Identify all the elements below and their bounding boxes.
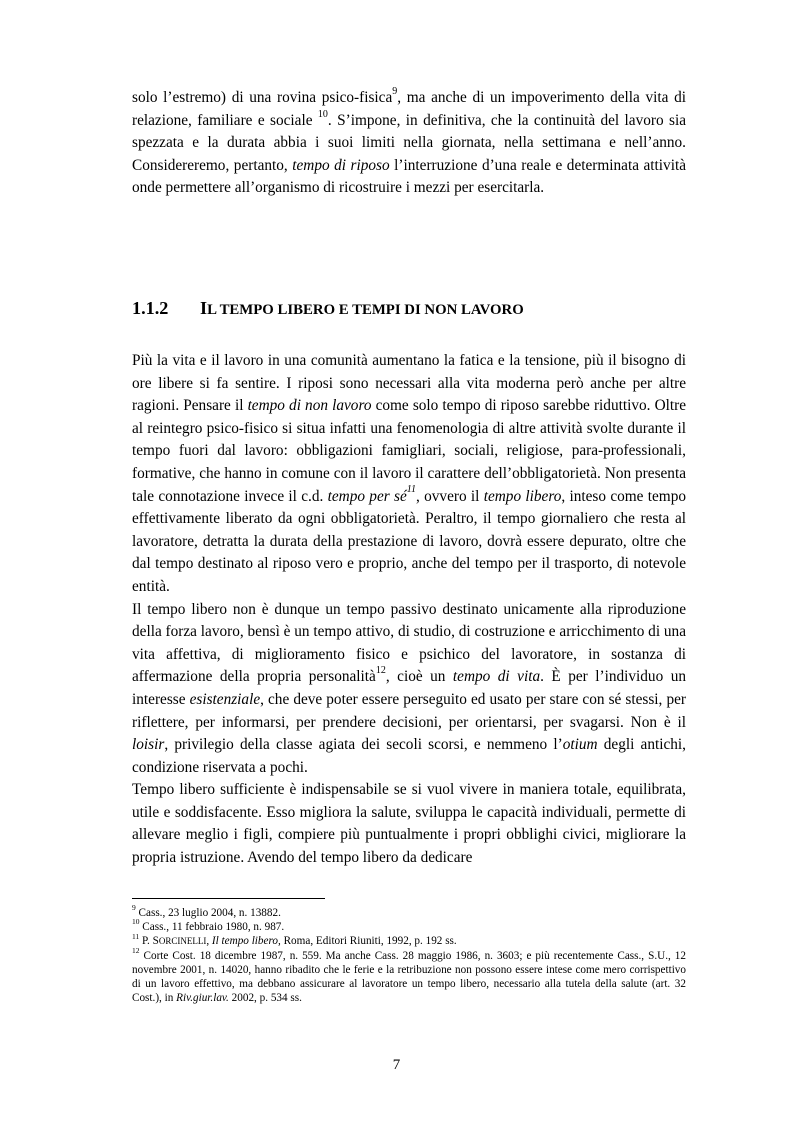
footnote-12: $^{12}$ Corte Cost. 18 dicembre 1987, n. 559. Ma anche Cass. 28 maggio 1986, n. 3603; e più recentemente Cass., S.U., 12 novembre 2001, n. 14020, hanno ribadito che le ferie e la retribuzione non possono essere intese come mero corrispettivo di un lavoro effettivo, ma debbano assicurare al lavoratore un tempo libero, necessario alla tutela della salute (art. 32 Cost.), in Riv.giur.lav. 2002, p. 534 ss. (132, 945, 686, 1005)
footnotes (132, 903, 686, 1005)
footnote-9: $^9$ Cass., 23 luglio 2004, n. 13882. (132, 903, 281, 919)
footnote-11: $^{11}$ P. SORCINELLI, Il tempo libero, Roma, Editori Riuniti, 1992, p. 192 ss. (132, 931, 457, 948)
intro-text: solo l’estremo) di una rovina psico-fisica$^9$, ma anche di un impoverimento della vita di relazione, familiare e sociale $^{10}$. S’impone, in definitiva, che la continuità del lavoro sia spezzata e la durata abbia i suoi limiti nella giornata, nella settimana e nell’anno. Considereremo, pertanto, tempo di riposo l’interruzione d’una reale e determinata attività onde permettere all’organismo di ricostruire i mezzi per esercitarla. (132, 85, 687, 197)
paragraph-3: Tempo libero sufficiente è indispensabile se si vuol vivere in maniera totale, equilibrata, utile e soddisfacente. Esso migliora la salute, sviluppa le capacità individuali, permette di allevare meglio i figli, compiere più puntualmente i propri obblighi civici, migliorare la propria istruzione. Avendo del tempo libero da dedicare (132, 781, 686, 867)
footnote-divider (132, 898, 325, 899)
section-title-initial: I (200, 298, 208, 318)
footnote-ref-9[interactable]: 9 (392, 85, 398, 97)
footnote-10: $^{10}$ Cass., 11 febbraio 1980, n. 987. (132, 917, 285, 934)
section-number: 1.1.2 (132, 298, 169, 318)
footnote-ref-11[interactable]: 11 (406, 484, 417, 496)
paragraph-2: Il tempo libero non è dunque un tempo passivo destinato unicamente alla riproduzione della forza lavoro, bensì è un tempo attivo, di studio, di costruzione e arricchimento di una vita affettiva, di miglioramento fisico e psichico del lavoratore, in sostanza di affermazione della propria personalità$^{12}$, cioè un tempo di vita. È per l’individuo un interesse esistenziale, che deve poter essere perseguito ed usato per stare con sé stessi, per riflettere, per informarsi, per prendere decisioni, per orientarsi, per svagarsi. Non è il loisir, privilegio della classe agiata dei secoli scorsi, e nemmeno l’otium degli antichi, condizione riservata a pochi. (132, 600, 686, 776)
section-heading (132, 297, 686, 321)
paragraph-1: Più la vita e il lavoro in una comunità aumentano la fatica e la tensione, più il bisogno di ore libere si fa sentire. I riposi sono necessari alla vita moderna però anche per altre ragioni. Pensare il tempo di non lavoro come solo tempo di riposo sarebbe riduttivo. Oltre al reintegro psico-fisico si situa infatti una fenomenologia di altre attività svolte durante il tempo fuori dal lavoro: obbligazioni famigliari, sociali, religiose, para-professionali, formative, che hanno in comune con il lavoro il carattere dell’obbligatorietà. Non presenta tale connotazione invece il c.d. tempo per $sé^{11}$, ovvero il tempo libero, inteso come tempo effettivamente liberato da ogni obbligatorietà. Peraltro, il tempo giornaliero che resta al lavoratore, detratta la durata della prestazione di lavoro, dovrà essere depurato, oltre che dal tempo destinato al riposo vero e proprio, anche del tempo per il trasporto, di notevole entità. (132, 352, 687, 595)
footnote-ref-12[interactable]: 12 (375, 665, 386, 677)
section-title-rest: L TEMPO LIBERO E TEMPI DI NON LAVORO (207, 302, 524, 318)
page-number: 7 (392, 1057, 401, 1073)
section-body (132, 350, 686, 870)
intro-paragraph (132, 87, 686, 200)
footnote-ref-10[interactable]: 10 (317, 108, 328, 120)
